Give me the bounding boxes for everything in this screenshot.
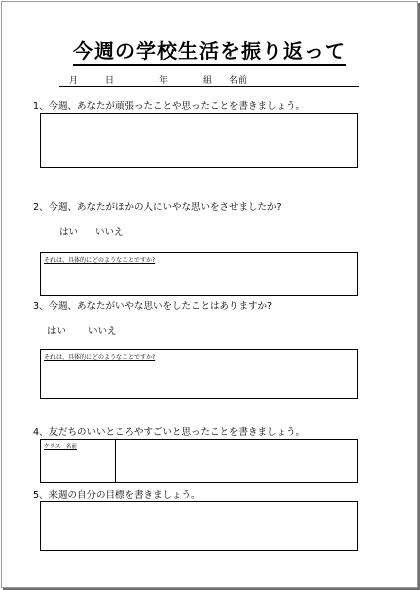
answer-box-5[interactable] (40, 501, 358, 551)
day-label: 日 (105, 76, 115, 86)
q2-yes-option[interactable]: はい (59, 227, 79, 238)
question-1: 1、今週、あなたが頑張ったことや思ったことを書きましょう。 (33, 101, 306, 112)
class-label: 組 (203, 76, 213, 86)
answer-box-3[interactable] (40, 349, 358, 399)
q2-no-option[interactable]: いいえ (95, 227, 124, 238)
question-4: 4、友だちのいいところやすごいと思ったことを書きましょう。 (33, 427, 306, 438)
name-label: 名前 (229, 76, 248, 86)
question-3: 3、今週、あなたがいやな思いをしたことはありますか? (33, 301, 273, 312)
year-label: 年 (159, 76, 169, 86)
question-5: 5、来週の自分の目標を書きましょう。 (33, 490, 201, 501)
month-label: 月 (69, 76, 79, 86)
class-name-divider (115, 440, 116, 482)
q3-box-label: それは、具体的にどのようなことですか? (44, 354, 156, 361)
q3-no-option[interactable]: いいえ (88, 326, 117, 337)
worksheet-page (1, 1, 418, 588)
header-info-line (59, 72, 359, 87)
answer-box-1[interactable] (40, 113, 358, 168)
answer-box-2[interactable] (40, 252, 358, 296)
q3-yes-option[interactable]: はい (47, 326, 67, 337)
q4-box-label: クラス 名前 (44, 444, 77, 450)
q2-box-label: それは、具体的にどのようなことですか? (44, 257, 156, 264)
page-title: 今週の学校生活を振り返って (2, 35, 417, 64)
question-2: 2、今週、あなたがほかの人にいやな思いをさせましたか? (33, 202, 282, 213)
answer-box-4[interactable] (40, 439, 358, 483)
